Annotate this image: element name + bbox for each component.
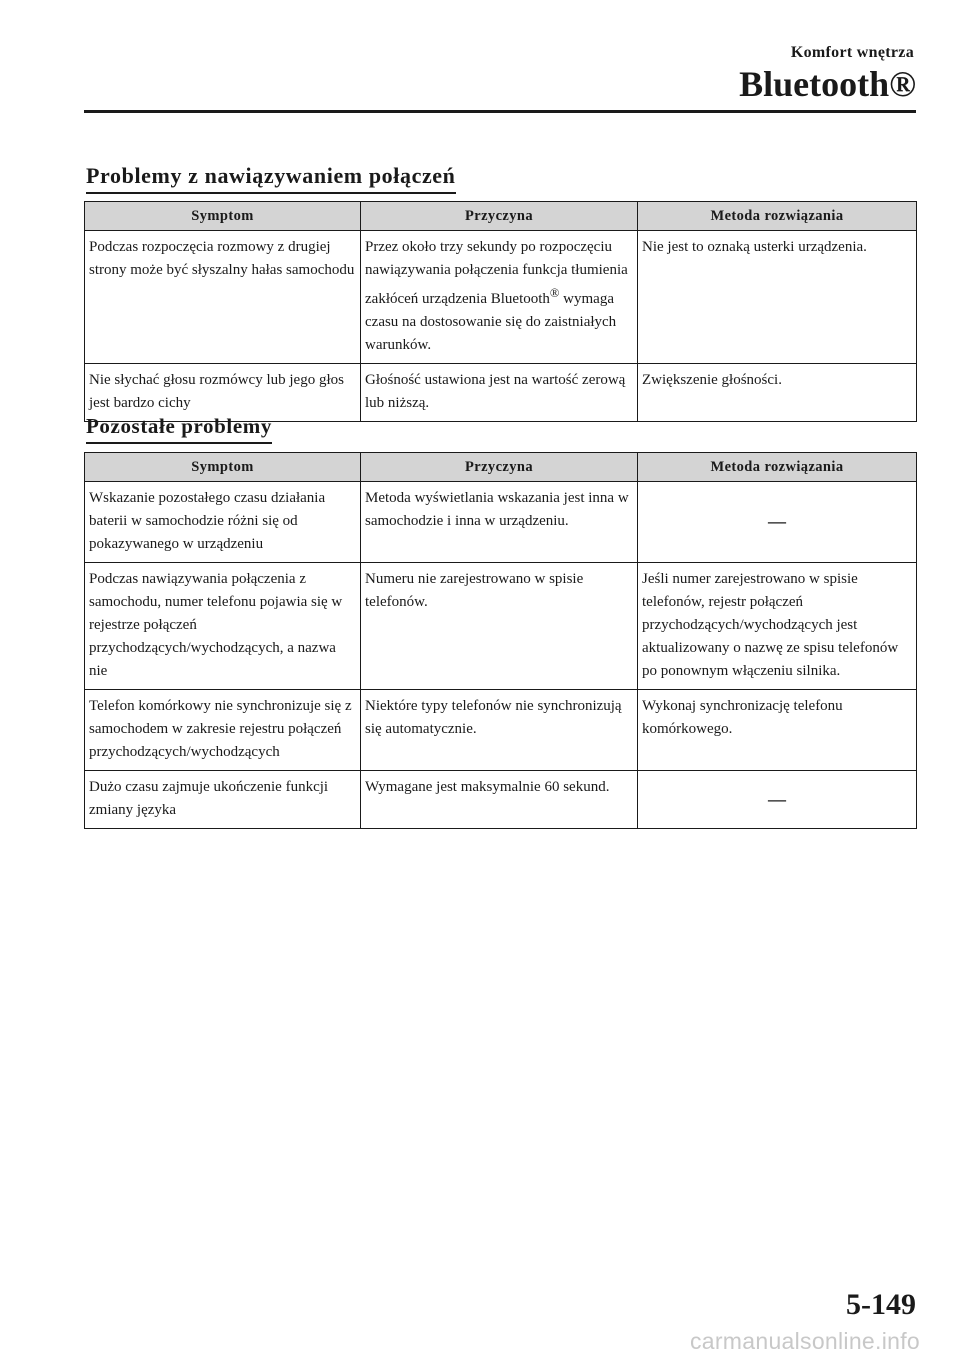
table-row <box>85 482 917 563</box>
page-number: 5-149 <box>846 1288 916 1321</box>
solution-cell: Zwiększenie głośności. <box>638 364 917 422</box>
other-problems-table <box>84 452 917 829</box>
column-header-cause: Przyczyna <box>361 453 638 482</box>
table-header-row <box>85 453 917 482</box>
cause-text-continued: wymaga czasu na dostosowanie się do zaistniałych warunków. <box>365 291 617 353</box>
table-row <box>85 563 917 690</box>
table-row <box>85 771 917 829</box>
symptom-cell: Nie słychać głosu rozmówcy lub jego głos jest bardzo cichy <box>85 364 361 422</box>
connection-problems-title: Problemy z nawiązywaniem połączeń <box>86 162 456 194</box>
cause-text: Przez około trzy sekundy po rozpoczęciu nawiązywania połączenia funkcja tłumienia zakłóceń urządzenia Bluetooth <box>365 239 628 307</box>
watermark: carmanualsonline.info <box>689 1328 920 1354</box>
symptom-cell: Wskazanie pozostałego czasu działania baterii w samochodzie różni się od pokazywanego w urządzeniu <box>85 482 361 563</box>
symptom-cell: Telefon komórkowy nie synchronizuje się z samochodem w zakresie rejestru połączeń przychodzących/wychodzących <box>85 690 361 771</box>
section-heading: Bluetooth® <box>739 64 916 104</box>
solution-cell: — <box>638 482 917 563</box>
column-header-cause: Przyczyna <box>361 202 638 231</box>
column-header-solution: Metoda rozwiązania <box>638 453 917 482</box>
symptom-cell: Dużo czasu zajmuje ukończenie funkcji zmiany języka <box>85 771 361 829</box>
other-problems-title: Pozostałe problemy <box>86 412 272 444</box>
cause-cell: Głośność ustawiona jest na wartość zerową lub niższą. <box>361 364 638 422</box>
symptom-cell: Podczas nawiązywania połączenia z samochodu, numer telefonu pojawia się w rejestrze połączeń przychodzących/wychodzących, a nazwa nie <box>85 563 361 690</box>
registered-mark: ® <box>549 286 560 300</box>
column-header-symptom: Symptom <box>85 202 361 231</box>
chapter-title: Komfort wnętrza <box>790 44 914 61</box>
table-header-row <box>85 202 917 231</box>
solution-cell: Nie jest to oznaką usterki urządzenia. <box>638 231 917 364</box>
cause-cell: Numeru nie zarejestrowano w spisie telefonów. <box>361 563 638 690</box>
column-header-solution: Metoda rozwiązania <box>638 202 917 231</box>
header-divider <box>84 110 916 113</box>
connection-problems-table <box>84 201 917 422</box>
symptom-cell: Podczas rozpoczęcia rozmowy z drugiej strony może być słyszalny hałas samochodu <box>85 231 361 364</box>
cause-cell <box>361 231 638 364</box>
cause-cell: Metoda wyświetlania wskazania jest inna w samochodzie i inna w urządzeniu. <box>361 482 638 563</box>
cause-cell: Niektóre typy telefonów nie synchronizują się automatycznie. <box>361 690 638 771</box>
table-row <box>85 231 917 364</box>
solution-cell: Wykonaj synchronizację telefonu komórkowego. <box>638 690 917 771</box>
solution-cell: Jeśli numer zarejestrowano w spisie telefonów, rejestr połączeń przychodzących/wychodzących jest aktualizowany o nazwę ze spisu telefonów po ponownym włączeniu silnika. <box>638 563 917 690</box>
table-row <box>85 690 917 771</box>
solution-cell: — <box>638 771 917 829</box>
column-header-symptom: Symptom <box>85 453 361 482</box>
cause-cell: Wymagane jest maksymalnie 60 sekund. <box>361 771 638 829</box>
